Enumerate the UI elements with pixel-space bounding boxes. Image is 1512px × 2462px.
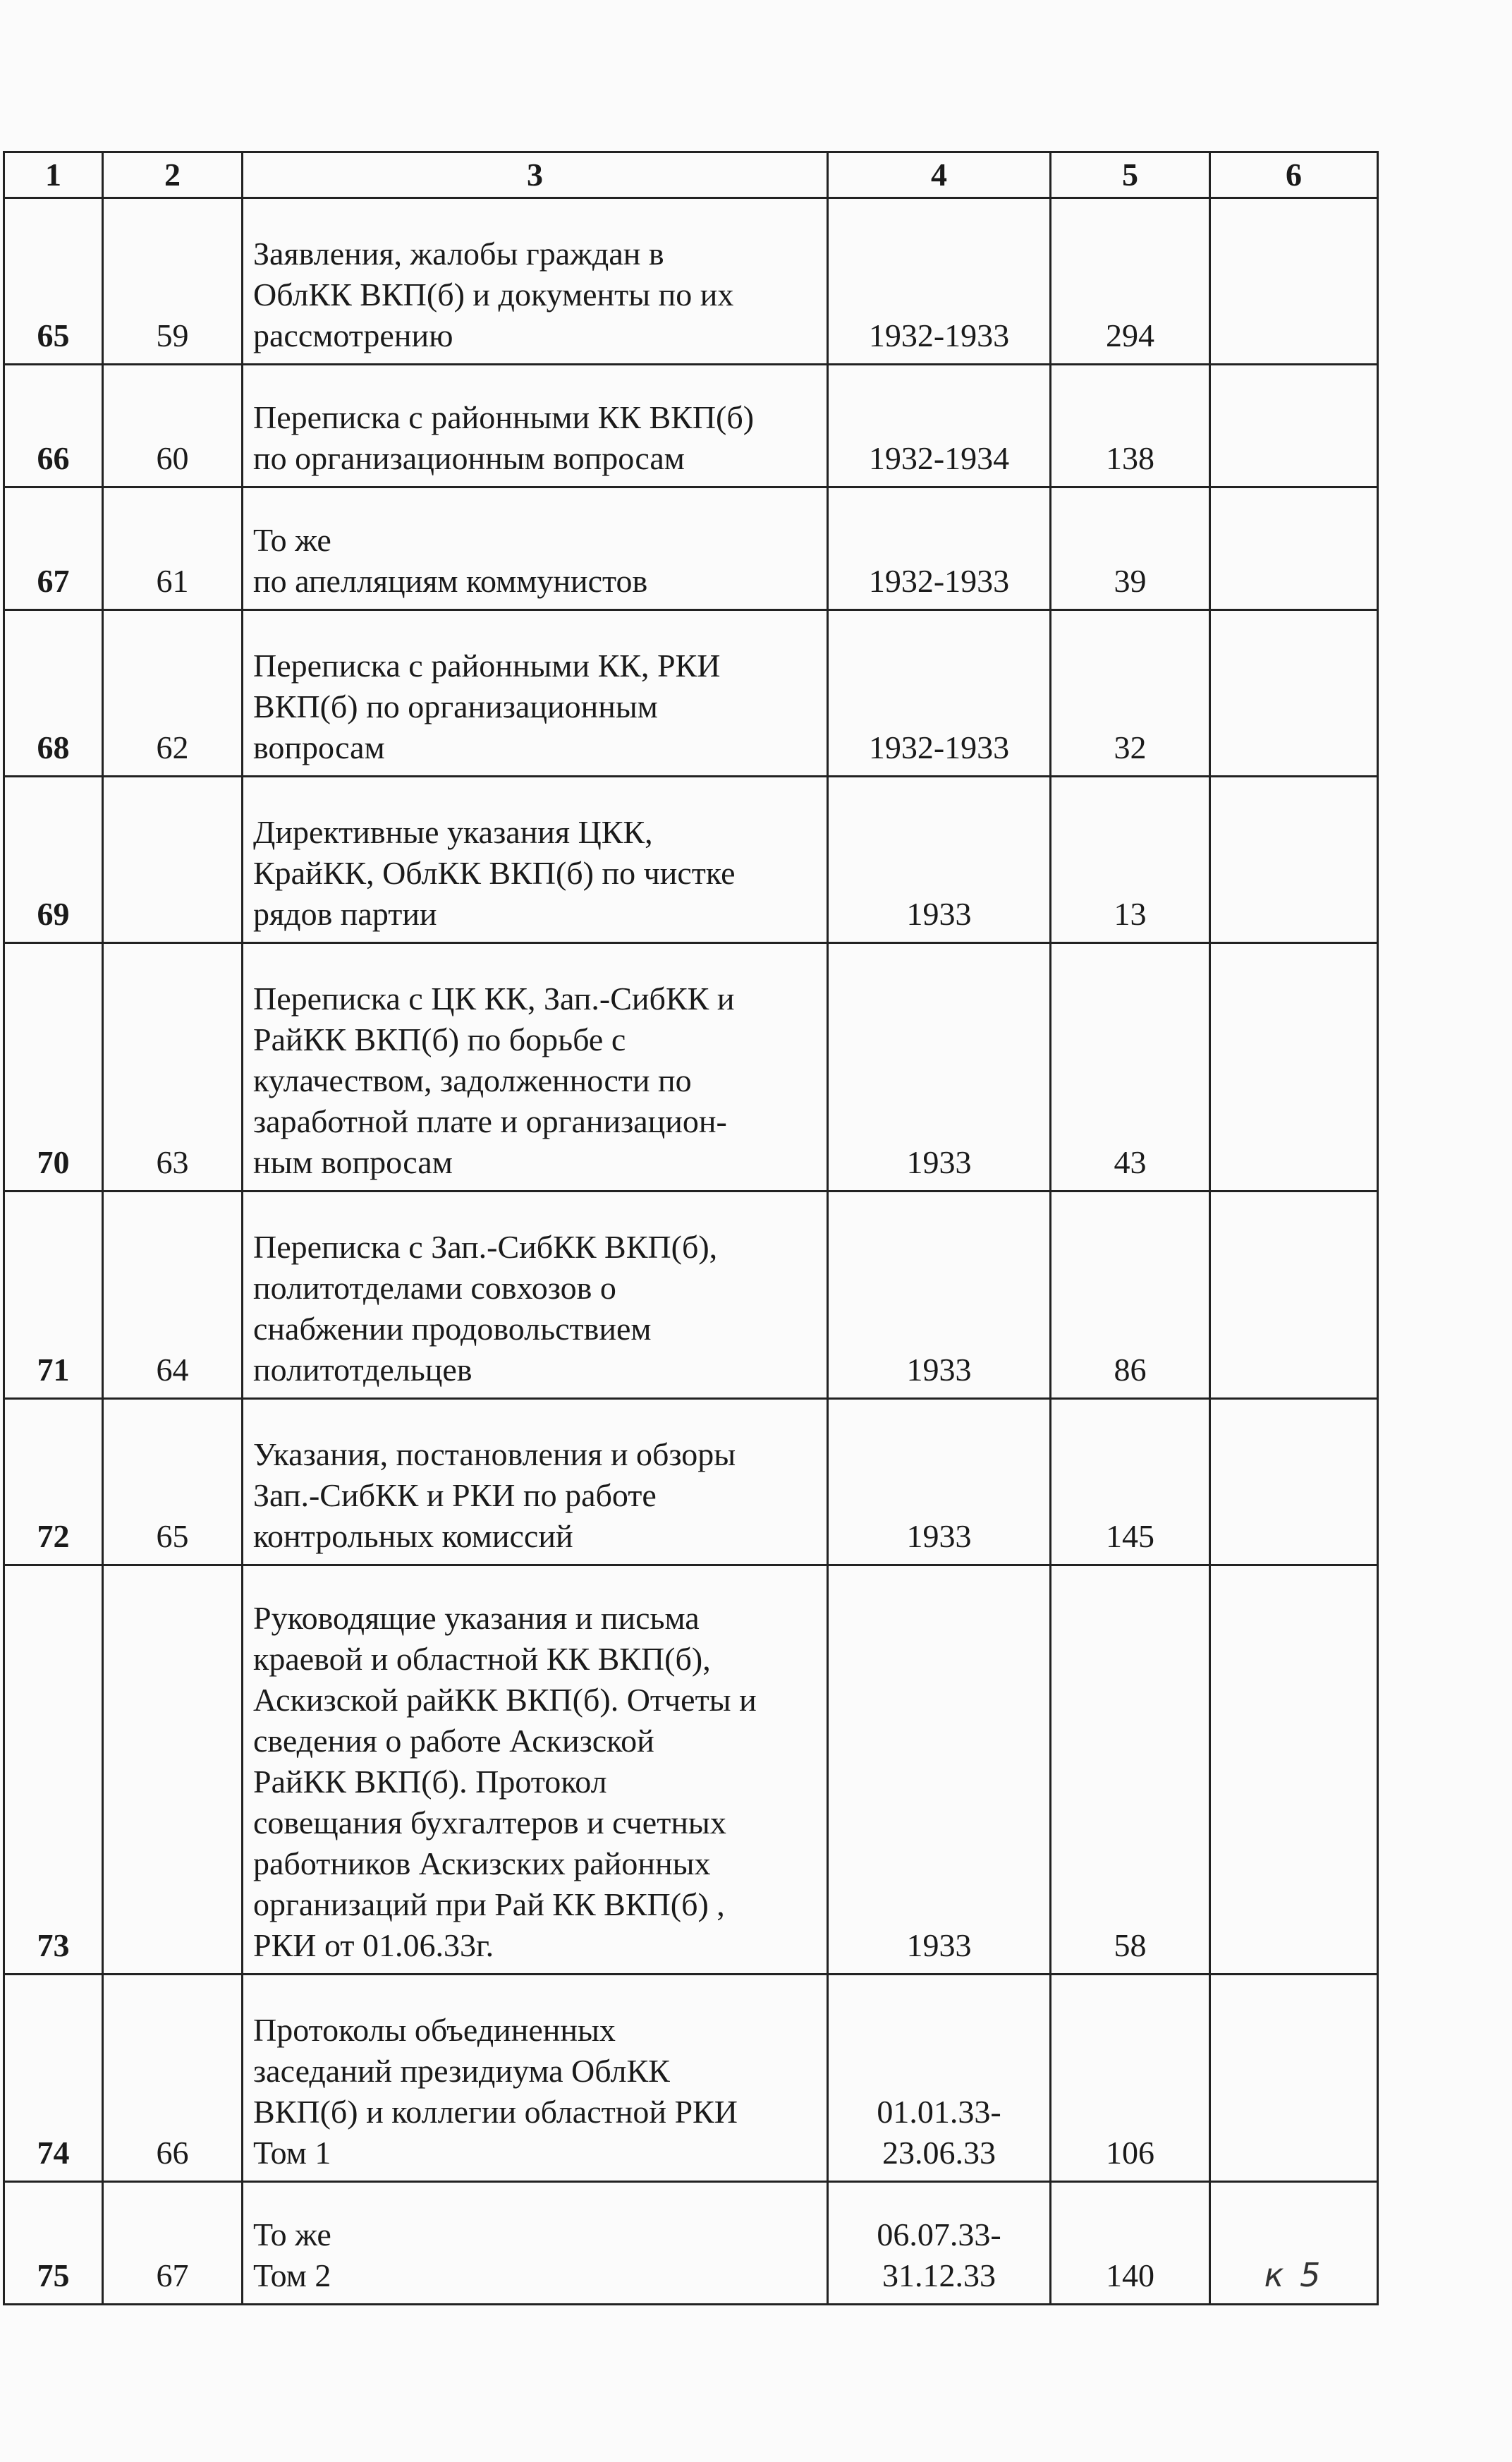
case-title-line: вопросам [253,729,385,765]
dates-cell [828,2182,1051,2305]
case-title-line: сведения о работе Аскизской [253,1723,654,1759]
case-title-line: кулачеством, задолженности по [253,1062,692,1098]
sheets-count-cell: 86 [1051,1191,1210,1399]
case-title-line: ВКП(б) и коллегии областной РКИ [253,2094,738,2130]
case-title-cell [243,777,828,943]
sheets-count-cell: 138 [1051,365,1210,487]
old-number-cell: 67 [103,2182,243,2305]
sheets-count-cell: 106 [1051,1975,1210,2182]
case-title-cell [243,198,828,365]
case-title-line: рядов партии [253,896,437,932]
case-title-line: Том 2 [253,2257,331,2293]
table-row [4,777,1378,943]
case-title-line: заработной плате и организацион- [253,1103,727,1139]
case-title-line: организаций при Рай КК ВКП(б) , [253,1886,725,1922]
case-title-line: работников Аскизских районных [253,1845,711,1881]
note-cell [1210,1191,1378,1399]
case-title-cell [243,610,828,777]
table-row [4,1565,1378,1975]
case-number-cell: 68 [4,610,103,777]
note-cell [1210,610,1378,777]
case-number-cell: 69 [4,777,103,943]
dates-line: 1932-1933 [868,317,1010,353]
handwritten-note: к 5 [1264,2256,1324,2294]
header-cell: 3 [243,152,828,198]
case-title-line: Переписка с районными КК, РКИ [253,648,721,684]
table-row [4,943,1378,1191]
note-cell [1210,943,1378,1191]
case-title-line: Протоколы объединенных [253,2012,616,2048]
old-number-cell [103,777,243,943]
header-cell: 1 [4,152,103,198]
dates-line: 01.01.33- [877,2094,1001,2130]
header-cell: 4 [828,152,1051,198]
dates-line: 1933 [906,1144,972,1180]
dates-line: 1932-1934 [868,440,1010,476]
dates-line: 1933 [906,896,972,932]
case-title-cell [243,1191,828,1399]
sheets-count-cell: 294 [1051,198,1210,365]
dates-cell [828,777,1051,943]
case-title-line: КрайКК, ОблКК ВКП(б) по чистке [253,855,736,891]
old-number-cell: 65 [103,1399,243,1565]
case-title-line: совещания бухгалтеров и счетных [253,1805,726,1841]
case-number-cell: 65 [4,198,103,365]
dates-cell [828,1399,1051,1565]
sheets-count-cell: 39 [1051,487,1210,610]
old-number-cell: 61 [103,487,243,610]
dates-cell [828,487,1051,610]
dates-cell [828,1975,1051,2182]
case-title-cell [243,487,828,610]
old-number-cell: 62 [103,610,243,777]
case-title-line: политотделами совхозов о [253,1270,616,1306]
table-row [4,1399,1378,1565]
table-row [4,487,1378,610]
case-title-line: РайКК ВКП(б). Протокол [253,1764,607,1800]
dates-line: 1932-1933 [868,729,1010,765]
case-title-line: контрольных комиссий [253,1518,573,1554]
dates-cell [828,1191,1051,1399]
case-title-line: рассмотрению [253,317,453,353]
table-row [4,198,1378,365]
old-number-cell [103,1565,243,1975]
case-title-line: снабжении продовольствием [253,1311,652,1347]
case-title-line: То же [253,522,331,558]
old-number-cell: 64 [103,1191,243,1399]
case-title-line: политотдельцев [253,1352,472,1388]
header-row [4,152,1378,198]
case-number-cell: 73 [4,1565,103,1975]
case-number-cell: 74 [4,1975,103,2182]
note-cell [1210,198,1378,365]
case-title-cell [243,943,828,1191]
old-number-cell: 59 [103,198,243,365]
case-title-cell [243,1975,828,2182]
case-number-cell: 70 [4,943,103,1191]
dates-line: 1932-1933 [868,563,1010,599]
header-cell: 6 [1210,152,1378,198]
table-row [4,365,1378,487]
dates-line: 1933 [906,1352,972,1388]
note-cell [1210,1565,1378,1975]
case-title-line: Том 1 [253,2135,331,2171]
case-title-cell [243,1399,828,1565]
header-cell: 2 [103,152,243,198]
note-cell [1210,487,1378,610]
note-cell [1210,777,1378,943]
case-title-line: ВКП(б) по организационным [253,689,658,724]
header-cell: 5 [1051,152,1210,198]
sheets-count-cell: 140 [1051,2182,1210,2305]
case-title-line: ОблКК ВКП(б) и документы по их [253,277,734,313]
case-title-line: Заявления, жалобы граждан в [253,236,664,272]
table-row [4,1975,1378,2182]
case-title-line: Переписка с районными КК ВКП(б) [253,399,755,435]
dates-cell [828,198,1051,365]
note-cell [1210,2182,1378,2305]
case-title-line: Переписка с ЦК КК, Зап.-СибКК и [253,981,735,1017]
case-title-line: Директивные указания ЦКК, [253,814,653,850]
dates-line: 1933 [906,1518,972,1554]
note-cell [1210,1975,1378,2182]
case-title-line: по апелляциям коммунистов [253,563,648,599]
case-title-line: То же [253,2217,331,2252]
dates-line: 06.07.33- [877,2217,1001,2252]
case-title-line: Руководящие указания и письма [253,1600,700,1636]
dates-cell [828,943,1051,1191]
case-number-cell: 72 [4,1399,103,1565]
case-title-line: ным вопросам [253,1144,453,1180]
dates-line: 23.06.33 [882,2135,996,2171]
case-title-line: Указания, постановления и обзоры [253,1436,736,1472]
case-title-line: РКИ от 01.06.33г. [253,1927,494,1963]
inventory-table [3,151,1379,2305]
case-title-line: Аскизской райКК ВКП(б). Отчеты и [253,1682,757,1718]
case-number-cell: 75 [4,2182,103,2305]
sheets-count-cell: 145 [1051,1399,1210,1565]
note-cell [1210,1399,1378,1565]
case-title-cell [243,365,828,487]
case-title-cell [243,2182,828,2305]
sheets-count-cell: 13 [1051,777,1210,943]
case-title-line: Переписка с Зап.-СибКК ВКП(б), [253,1229,718,1265]
dates-line: 31.12.33 [882,2257,996,2293]
table-body [4,198,1378,2305]
table-row [4,2182,1378,2305]
table-row [4,1191,1378,1399]
case-number-cell: 66 [4,365,103,487]
sheets-count-cell: 43 [1051,943,1210,1191]
table-row [4,610,1378,777]
case-title-line: краевой и областной КК ВКП(б), [253,1641,711,1677]
dates-cell [828,1565,1051,1975]
dates-cell [828,365,1051,487]
old-number-cell: 63 [103,943,243,1191]
sheets-count-cell: 58 [1051,1565,1210,1975]
sheets-count-cell: 32 [1051,610,1210,777]
case-title-line: по организационным вопросам [253,440,685,476]
old-number-cell: 60 [103,365,243,487]
dates-line: 1933 [906,1927,972,1963]
case-title-line: заседаний президиума ОблКК [253,2053,670,2089]
case-title-line: Зап.-СибКК и РКИ по работе [253,1477,657,1513]
case-title-cell [243,1565,828,1975]
case-number-cell: 71 [4,1191,103,1399]
dates-cell [828,610,1051,777]
case-number-cell: 67 [4,487,103,610]
old-number-cell: 66 [103,1975,243,2182]
note-cell [1210,365,1378,487]
case-title-line: РайКК ВКП(б) по борьбе с [253,1021,626,1057]
